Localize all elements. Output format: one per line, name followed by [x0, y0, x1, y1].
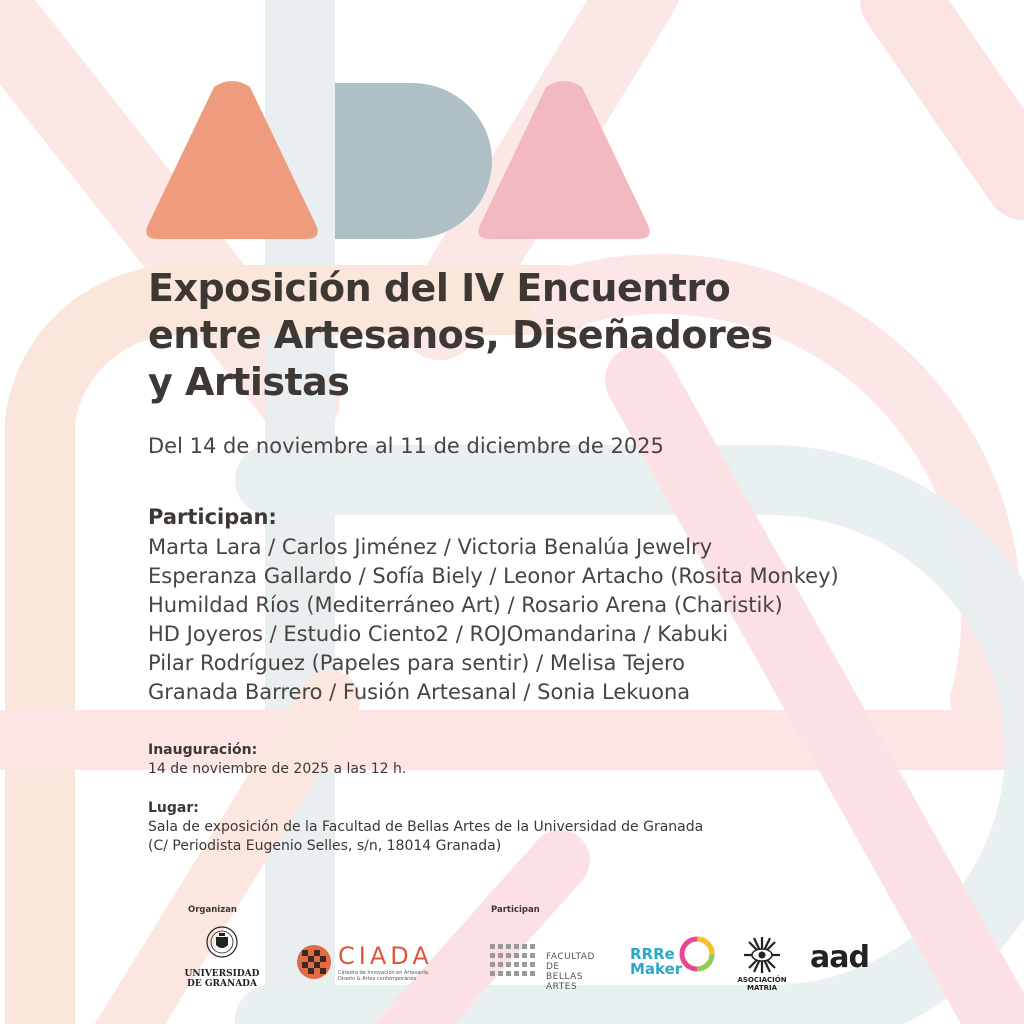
participants-line: HD Joyeros / Estudio Ciento2 / ROJOmandarina / Kabuki [148, 622, 729, 646]
triangle-a-icon [146, 81, 317, 239]
title-line-1: Exposición del IV Encuentro [148, 266, 731, 310]
matria-logo [734, 935, 790, 993]
fba-line-2: BELLAS ARTES [546, 972, 583, 992]
inauguration-value: 14 de noviembre de 2025 a las 12 h. [148, 761, 407, 777]
inauguration-heading: Inauguración: [148, 742, 258, 758]
participants-line: Marta Lara / Carlos Jiménez / Victoria Benalúa Jewelry [148, 535, 713, 559]
fba-grid-icon [490, 944, 542, 976]
exhibition-dates: Del 14 de noviembre al 11 de diciembre de 2025 [148, 434, 664, 458]
participants-line: Humildad Ríos (Mediterráneo Art) / Rosario Arena (Charistik) [148, 593, 783, 617]
place-line-1: Sala de exposición de la Facultad de Bellas Artes de la Universidad de Granada [148, 819, 704, 835]
rrre-line-2: Maker [630, 960, 683, 978]
title-line-3: y Artistas [148, 360, 350, 404]
place-heading: Lugar: [148, 800, 199, 816]
ciada-sub-1: Cátedra de Innovación en Artesanía, [338, 970, 430, 976]
participants-list [148, 533, 1008, 707]
university-crest-icon [206, 925, 238, 959]
ada-logo [140, 75, 660, 250]
place-line-2: (C/ Periodista Eugenio Selles, s/n, 18014 Granada) [148, 838, 502, 854]
ugr-line-2: DE GRANADA [187, 979, 257, 989]
ciada-checker-icon [296, 944, 332, 980]
matria-line-1: ASOCIACIÓN [737, 976, 787, 984]
fba-line-1: FACULTAD DE [546, 952, 595, 972]
aad-logo: aad [810, 940, 869, 975]
exhibition-title [148, 265, 948, 406]
d-shape-icon [335, 83, 492, 239]
ciada-logo [296, 942, 446, 982]
rrre-line-1: RRRe [630, 945, 675, 963]
participants-line: Pilar Rodríguez (Papeles para sentir) / Melisa Tejero [148, 651, 686, 675]
organizers-label: Organizan [188, 905, 237, 915]
triangle-a-pink-icon [478, 81, 649, 239]
participants-line: Granada Barrero / Fusión Artesanal / Sonia Lekuona [148, 680, 691, 704]
ugr-line-1: UNIVERSIDAD [184, 969, 260, 979]
eye-sunburst-icon [740, 935, 784, 975]
matria-line-2: MATRIA [746, 984, 778, 992]
ciada-sub-2: Diseño & Artes contemporáneo [338, 976, 417, 982]
rainbow-ring-icon [678, 935, 716, 973]
ugr-logo [180, 925, 264, 995]
participants-footer-label: Participan [491, 905, 540, 915]
participants-line: Esperanza Gallardo / Sofía Biely / Leonor Artacho (Rosita Monkey) [148, 564, 839, 588]
fba-logo [490, 944, 610, 992]
rrremaker-logo [630, 935, 720, 990]
title-line-2: entre Artesanos, Diseñadores [148, 313, 773, 357]
ciada-name: CIADA [338, 942, 433, 970]
participants-heading: Participan: [148, 505, 277, 529]
